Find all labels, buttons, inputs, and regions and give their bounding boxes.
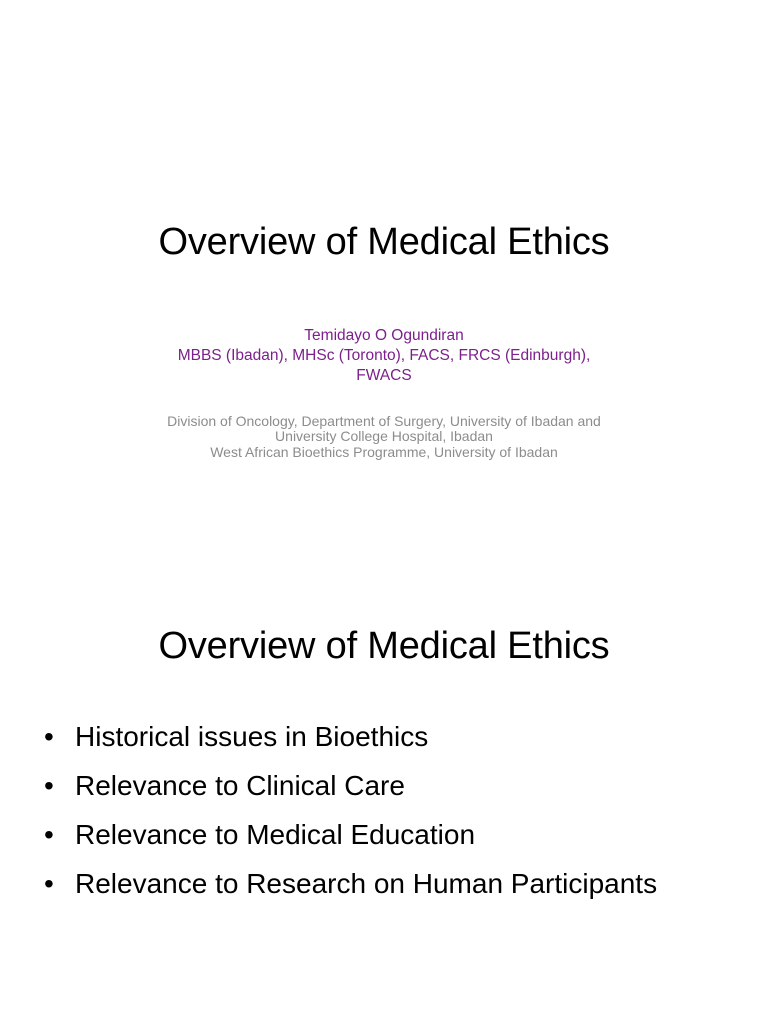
author-credentials-line-2: FWACS — [356, 367, 412, 384]
author-block — [40, 326, 728, 386]
list-item — [44, 712, 744, 761]
bullet-text: Relevance to Clinical Care — [75, 770, 405, 801]
bullet-icon: • — [44, 819, 54, 850]
bullet-text: Relevance to Medical Education — [75, 819, 476, 850]
list-item — [44, 761, 744, 810]
bullet-icon: • — [44, 770, 54, 801]
affiliation-line-3: West African Bioethics Programme, University of Ibadan — [210, 444, 558, 460]
affiliation-block — [40, 414, 728, 460]
bullet-text: Relevance to Research on Human Participants — [75, 868, 658, 899]
list-item — [44, 810, 744, 859]
content-slide — [0, 512, 768, 1024]
bullet-icon: • — [44, 721, 54, 752]
affiliation-line-2: University College Hospital, Ibadan — [275, 428, 493, 444]
bullet-icon: • — [44, 868, 54, 899]
slide-title: Overview of Medical Ethics — [158, 625, 610, 667]
list-item — [44, 859, 744, 908]
bullet-text: Historical issues in Bioethics — [75, 721, 429, 752]
author-credentials-line-1: MBBS (Ibadan), MHSc (Toronto), FACS, FRCS (Edinburgh), — [177, 347, 591, 364]
affiliation-line-1: Division of Oncology, Department of Surgery, University of Ibadan and — [167, 413, 601, 429]
author-name: Temidayo O Ogundiran — [304, 327, 464, 344]
slide-title: Overview of Medical Ethics — [158, 221, 610, 263]
bullet-list — [44, 712, 744, 908]
